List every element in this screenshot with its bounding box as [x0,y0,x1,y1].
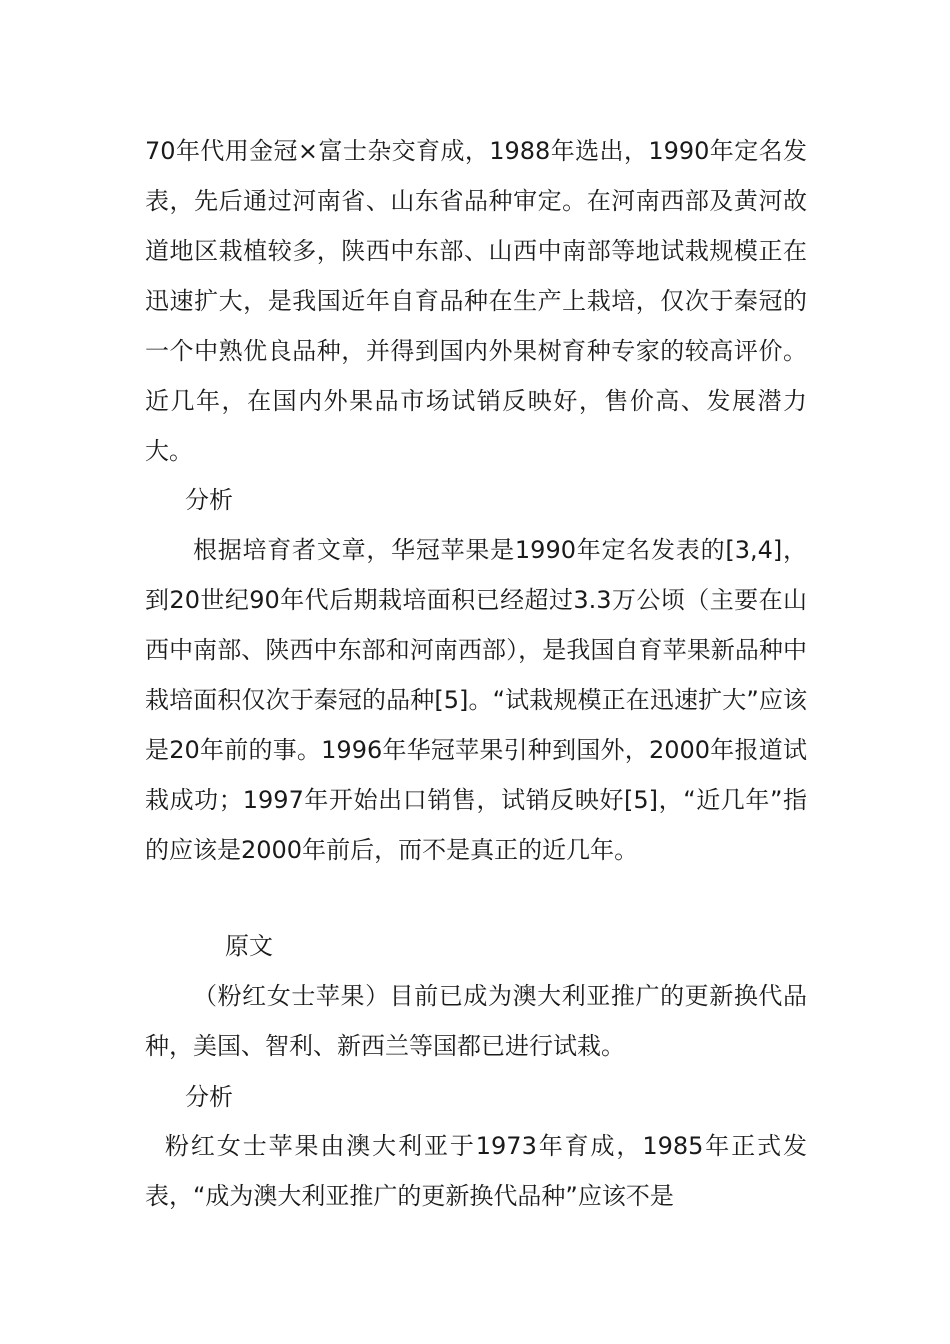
paragraph-huaguan-analysis: 根据培育者文章，华冠苹果是1990年定名发表的[3,4]，到20世纪90年代后期栽培面积已经超过3.3万公顷（主要在山西中南部、陕西中东部和河南西部），是我国自育苹果新品种中栽培面积仅次于秦冠的品种[5]。“试栽规模正在迅速扩大”应该是20年前的事。1996年华冠苹果引种到国外，2000年报道试栽成功；1997年开始出口销售，试销反映好[5]，“近几年”指的应该是2000年前后，而不是真正的近几年。 [145,536,807,864]
paragraph-pink-lady-analysis: 粉红女士苹果由澳大利亚于1973年育成，1985年正式发表，“成为澳大利亚推广的更新换代品种”应该不是 [145,1132,807,1210]
analysis-heading-2: 分析 [185,1083,233,1111]
analysis-heading-1: 分析 [185,486,233,514]
paragraph-pink-lady-original: （粉红女士苹果）目前已成为澳大利亚推广的更新换代品种，美国、智利、新西兰等国都已进行试栽。 [145,982,807,1060]
paragraph-huaguan-description: 70年代用金冠×富士杂交育成，1988年选出，1990年定名发表，先后通过河南省、山东省品种审定。在河南西部及黄河故道地区栽植较多，陕西中东部、山西中南部等地试栽规模正在迅速扩大，是我国近年自育品种在生产上栽培，仅次于秦冠的一个中熟优良品种，并得到国内外果树育种专家的较高评价。近几年，在国内外果品市场试销反映好，售价高、发展潜力大。 [145,137,807,465]
original-text-heading: 原文 [225,932,273,960]
